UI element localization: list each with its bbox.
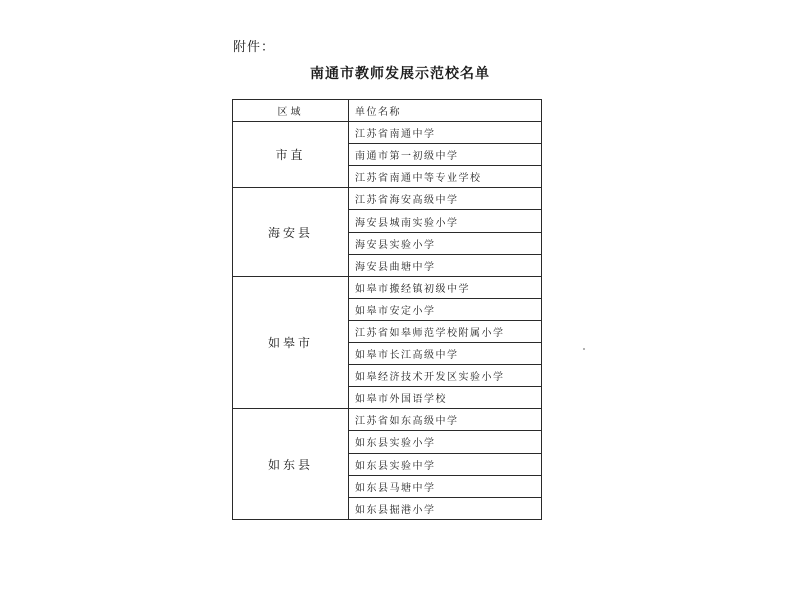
school-cell: 如皋市安定小学 — [349, 298, 542, 320]
school-cell: 如皋经济技术开发区实验小学 — [349, 365, 542, 387]
school-cell: 江苏省南通中等专业学校 — [349, 166, 542, 188]
school-column-header: 单位名称 — [349, 100, 542, 122]
school-cell: 海安县曲塘中学 — [349, 254, 542, 276]
region-column-header: 区域 — [233, 100, 349, 122]
school-cell: 南通市第一初级中学 — [349, 144, 542, 166]
table-row — [233, 122, 542, 144]
region-cell: 如东县 — [233, 409, 349, 519]
school-cell: 海安县城南实验小学 — [349, 210, 542, 232]
school-cell: 如皋市搬经镇初级中学 — [349, 276, 542, 298]
table-header-row — [233, 100, 542, 122]
table-row — [233, 188, 542, 210]
school-roster-table — [232, 99, 542, 520]
document-title: 南通市教师发展示范校名单 — [310, 66, 490, 82]
school-cell: 如东县实验小学 — [349, 431, 542, 453]
school-cell: 江苏省南通中学 — [349, 122, 542, 144]
table-row — [233, 409, 542, 431]
region-cell: 如皋市 — [233, 276, 349, 409]
school-cell: 海安县实验小学 — [349, 232, 542, 254]
school-cell: 江苏省如东高级中学 — [349, 409, 542, 431]
attachment-label: 附件： — [233, 40, 276, 55]
table-row — [233, 276, 542, 298]
school-cell: 如皋市长江高级中学 — [349, 343, 542, 365]
region-cell: 海安县 — [233, 188, 349, 276]
school-cell: 如东县掘港小学 — [349, 497, 542, 519]
region-cell: 市直 — [233, 122, 349, 188]
scan-speck — [583, 348, 585, 350]
school-cell: 如东县马塘中学 — [349, 475, 542, 497]
school-cell: 江苏省如皋师范学校附属小学 — [349, 320, 542, 342]
school-cell: 如东县实验中学 — [349, 453, 542, 475]
school-cell: 江苏省海安高级中学 — [349, 188, 542, 210]
school-cell: 如皋市外国语学校 — [349, 387, 542, 409]
